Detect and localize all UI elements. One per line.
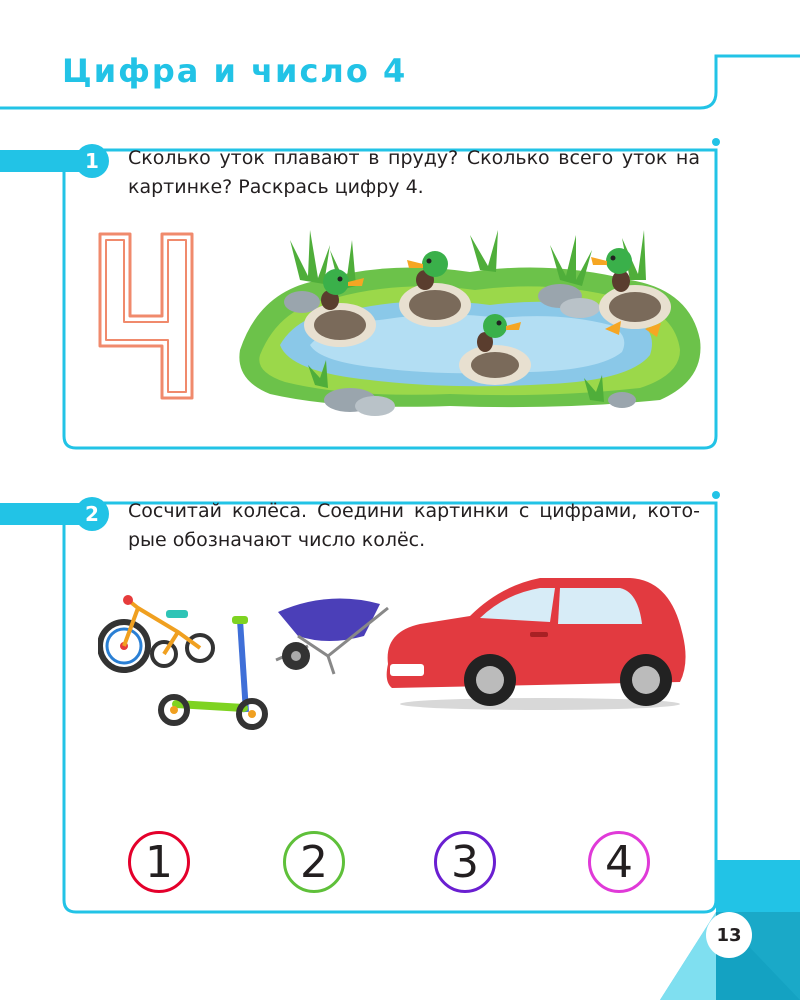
outline-digit-four[interactable]: [94, 226, 204, 402]
answer-circle-2[interactable]: 2: [283, 831, 345, 893]
answer-circle-3[interactable]: 3: [434, 831, 496, 893]
page-number: 13: [706, 912, 752, 958]
pond-with-ducks-illustration: [230, 210, 710, 425]
answer-circle-1[interactable]: 1: [128, 831, 190, 893]
car-picture[interactable]: [380, 572, 692, 712]
page-title: Цифра и число 4: [62, 52, 408, 90]
scooter-picture[interactable]: [156, 612, 268, 732]
task-2-text: Сосчитай колёса. Соедини картинки с цифрами, кото-рые обозначают число колёс.: [128, 500, 700, 551]
task-2-number-badge: 2: [75, 497, 109, 531]
task-1-text: Сколько уток плавают в пруду? Сколько всего уток на картинке? Раскрась цифру 4.: [128, 147, 700, 198]
task-1-number-badge: 1: [75, 144, 109, 178]
answer-circle-4[interactable]: 4: [588, 831, 650, 893]
